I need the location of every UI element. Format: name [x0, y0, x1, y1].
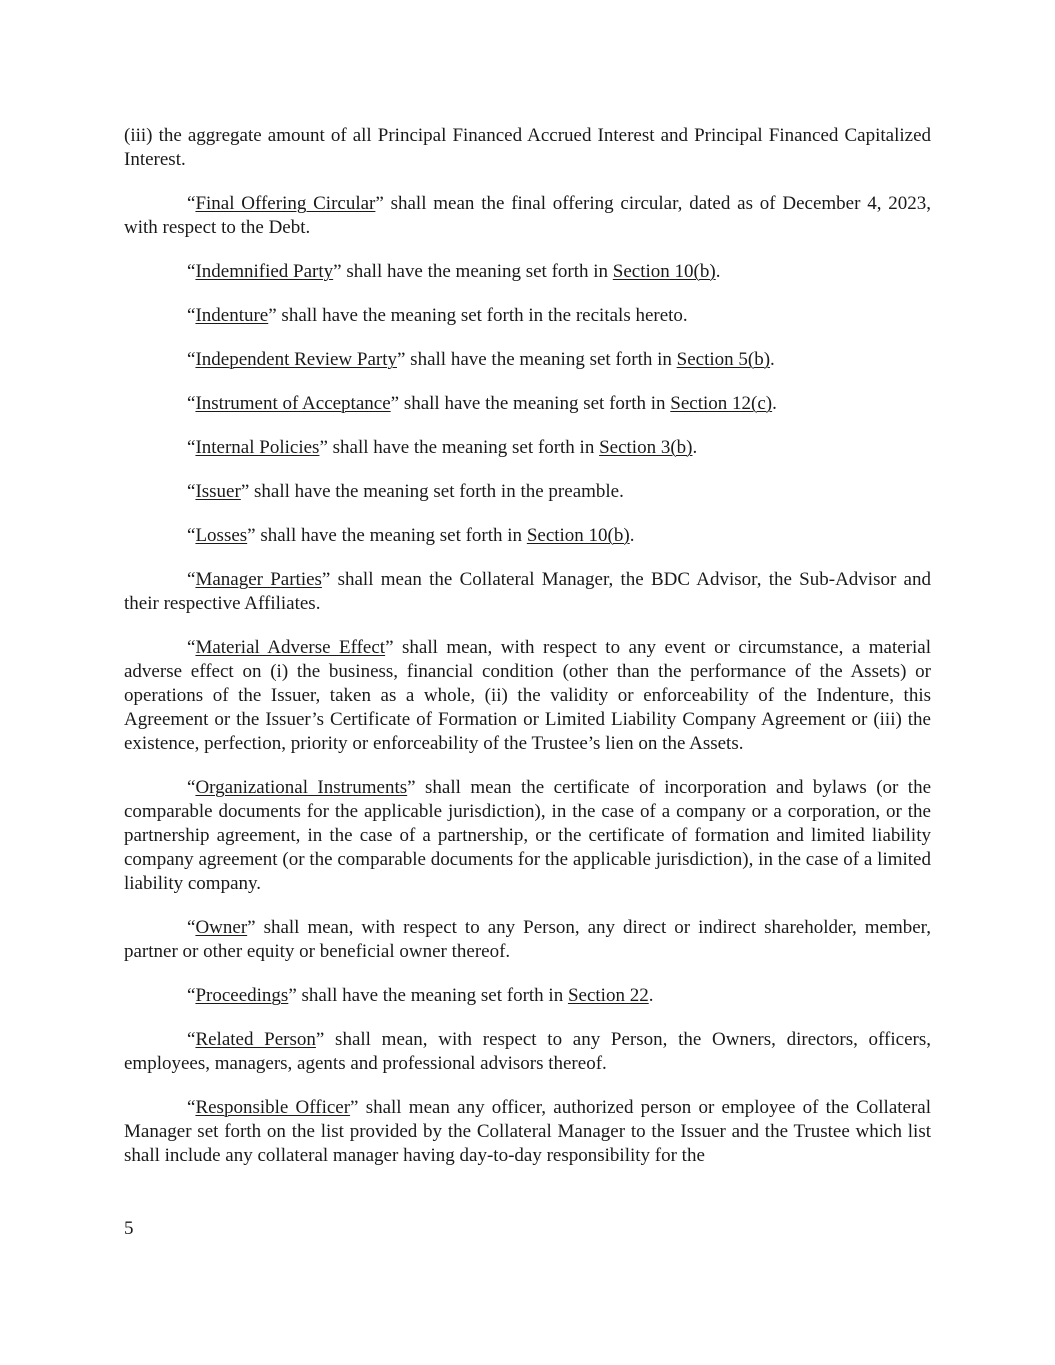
- defined-term: Independent Review Party: [195, 349, 397, 370]
- paragraph-text: ” shall mean the final offering circular, dated as of December 4, 2023, with respect to the Debt.: [124, 193, 931, 238]
- paragraph-text: “: [187, 1097, 196, 1118]
- paragraph-text: “: [187, 569, 196, 590]
- defined-term: Losses: [195, 525, 248, 546]
- document-page: [124, 124, 931, 1188]
- paragraph-text: .: [772, 393, 777, 414]
- section-reference: Section 22: [567, 985, 649, 1006]
- defined-term: Owner: [195, 917, 248, 938]
- paragraph-text: “: [187, 393, 196, 414]
- paragraph-text: “: [187, 777, 196, 798]
- defined-term: Manager Parties: [195, 569, 322, 590]
- definition-paragraph: [124, 192, 931, 240]
- paragraph-text: “: [187, 525, 196, 546]
- definition-paragraph: [124, 304, 931, 328]
- section-reference: Section 12(c): [670, 393, 773, 414]
- paragraph-text: “: [187, 985, 196, 1006]
- paragraph-text: ” shall have the meaning set forth in: [288, 985, 568, 1006]
- definition-paragraph: [124, 436, 931, 460]
- definition-paragraph: [124, 984, 931, 1008]
- paragraph-text: “: [187, 261, 196, 282]
- definition-paragraph: [124, 916, 931, 964]
- section-reference: Section 10(b): [526, 525, 630, 546]
- paragraph-text: “: [187, 349, 196, 370]
- paragraph-text: ” shall have the meaning set forth in: [319, 437, 600, 458]
- definition-paragraph: [124, 260, 931, 284]
- defined-term: Material Adverse Effect: [195, 637, 386, 658]
- paragraph-text: ” shall mean, with respect to any Person, the Owners, directors, officers, employees, managers, agents and professional advisors thereof.: [124, 1029, 931, 1074]
- section-reference: Section 10(b): [612, 261, 716, 282]
- definition-paragraph: [124, 568, 931, 616]
- definition-paragraph: [124, 124, 931, 172]
- defined-term: Proceedings: [195, 985, 289, 1006]
- section-reference: Section 3(b): [599, 437, 693, 458]
- definition-paragraph: [124, 636, 931, 756]
- definition-paragraph: [124, 480, 931, 504]
- definition-paragraph: [124, 524, 931, 548]
- defined-term: Organizational Instruments: [195, 777, 408, 798]
- paragraph-text: .: [715, 261, 721, 282]
- definition-paragraph: [124, 348, 931, 372]
- paragraph-text: ” shall mean, with respect to any event or circumstance, a material adverse effect on (i) the business, financial condition (other than the performance of the Assets) or operations of the Issuer, taken as a whole, (ii) the validity or enforceability of the Indenture, this Agreement or the Issuer’s Certificate of Formation or Limited Liability Company Agreement or (iii) the existence, perfection, priority or enforceability of the Trustee’s lien on the Assets.: [124, 637, 932, 754]
- paragraph-text: “: [187, 193, 196, 214]
- paragraph-text: “: [187, 637, 196, 658]
- defined-term: Final Offering Circular: [195, 193, 376, 214]
- paragraph-text: .: [648, 985, 654, 1006]
- paragraph-text: “: [187, 481, 196, 502]
- paragraph-text: ” shall mean, with respect to any Person, any direct or indirect shareholder, member, partner or other equity or beneficial owner thereof.: [124, 917, 931, 962]
- paragraph-text: .: [770, 349, 775, 370]
- defined-term: Instrument of Acceptance: [195, 393, 391, 414]
- paragraph-text: ” shall mean the Collateral Manager, the BDC Advisor, the Sub-Advisor and their respective Affiliates.: [124, 569, 931, 614]
- paragraph-text: .: [692, 437, 698, 458]
- paragraph-text: .: [629, 525, 635, 546]
- defined-term: Indenture: [195, 305, 269, 326]
- defined-term: Responsible Officer: [195, 1097, 351, 1118]
- definition-paragraph: [124, 776, 931, 896]
- definition-paragraph: [124, 1028, 931, 1076]
- section-reference: Section 5(b): [676, 349, 771, 370]
- paragraph-text: ” shall have the meaning set forth in: [390, 393, 671, 414]
- defined-term: Internal Policies: [195, 437, 320, 458]
- paragraph-text: ” shall have the meaning set forth in the preamble.: [240, 481, 624, 502]
- paragraph-text: (iii) the aggregate amount of all Principal Financed Accrued Interest and Principal Financed Capitalized Interest.: [124, 125, 931, 170]
- paragraph-text: ” shall have the meaning set forth in the recitals hereto.: [268, 305, 688, 326]
- paragraph-text: “: [187, 437, 196, 458]
- paragraph-text: ” shall have the meaning set forth in: [397, 349, 677, 370]
- paragraph-text: ” shall have the meaning set forth in: [247, 525, 527, 546]
- definition-paragraph: [124, 392, 931, 416]
- defined-term: Issuer: [195, 481, 241, 502]
- paragraph-text: ” shall have the meaning set forth in: [333, 261, 613, 282]
- definition-paragraph: [124, 1096, 931, 1168]
- paragraph-text: ” shall mean any officer, authorized person or employee of the Collateral Manager set forth on the list provided by the Collateral Manager to the Issuer and the Trustee which list shall include any collateral manager having day-to-day responsibility for the: [124, 1097, 931, 1166]
- paragraph-text: ” shall mean the certificate of incorporation and bylaws (or the comparable documents for the applicable jurisdiction), in the case of a company or a corporation, or the partnership agreement, in the case of a partnership, or the certificate of formation and limited liability company agreement (or the comparable documents for the applicable jurisdiction), in the case of a limited liability company.: [124, 777, 932, 894]
- paragraph-text: “: [187, 917, 196, 938]
- defined-term: Indemnified Party: [195, 261, 334, 282]
- paragraph-text: “: [187, 1029, 196, 1050]
- paragraph-text: “: [187, 305, 196, 326]
- page-number: 5: [124, 1218, 134, 1239]
- defined-term: Related Person: [195, 1029, 316, 1050]
